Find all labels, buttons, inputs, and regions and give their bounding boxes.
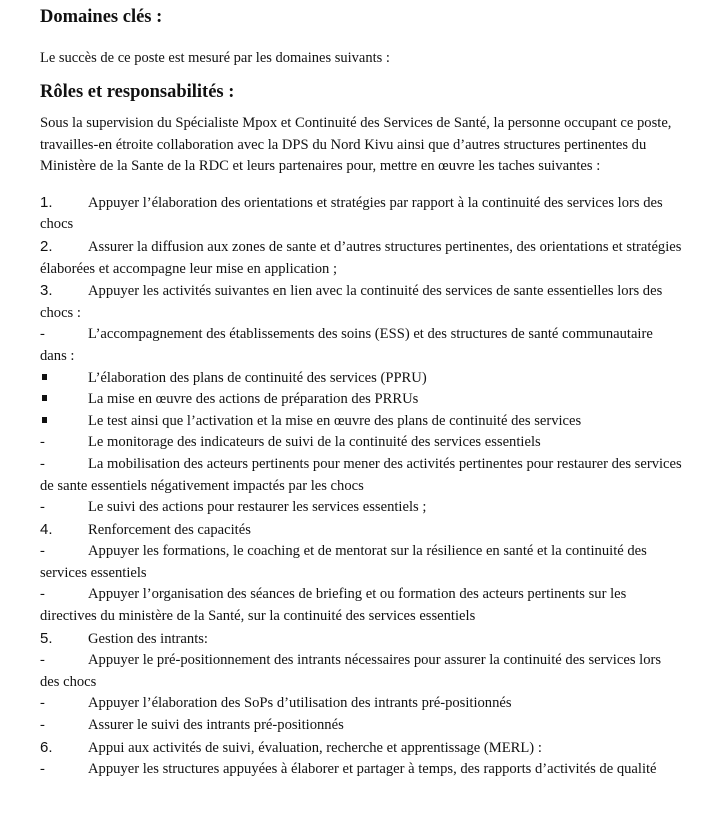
dash-marker: -: [40, 652, 45, 669]
dash-item: [40, 584, 683, 627]
intro-domaines: Le succès de ce poste est mesuré par les domaines suivants :: [40, 50, 390, 66]
item-text: Assurer la diffusion aux zones de sante et d’autres structures pertinentes, des orientations et stratégies élaborées et accompagne leur mise en application ;: [40, 238, 682, 277]
square-bullet-icon: [40, 389, 88, 411]
dash-marker: -: [40, 455, 45, 472]
item-text: L’élaboration des plans de continuité des services (PPRU): [88, 369, 427, 386]
item-text: Appuyer les formations, le coaching et de mentorat sur la résilience en santé et la continuité des services essentiels: [40, 543, 647, 581]
dash-item: [40, 541, 683, 584]
numbered-item: [40, 192, 683, 236]
item-text: Appuyer le pré-positionnement des intrants nécessaires pour assurer la continuité des services lors des chocs: [40, 652, 662, 690]
item-text: Appuyer l’élaboration des orientations et stratégies par rapport à la continuité des services lors des chocs: [40, 194, 663, 233]
item-text: Le suivi des actions pour restaurer les services essentiels ;: [88, 499, 427, 516]
dash-marker: -: [40, 695, 45, 712]
item-text: Appuyer les structures appuyées à élaborer et partager à temps, des rapports d’activités de qualité: [88, 761, 657, 778]
item-number: 2.: [40, 237, 53, 255]
item-number: 3.: [40, 282, 53, 300]
task-list: [40, 192, 683, 781]
square-bullet-icon: [40, 368, 88, 390]
item-number: 4.: [40, 520, 53, 538]
numbered-item: [40, 737, 683, 760]
numbered-item: [40, 236, 683, 280]
item-text: Appuyer l’organisation des séances de briefing et ou formation des acteurs pertinents sur les directives du ministère de la Santé, sur la continuité des services essentiels: [40, 586, 627, 625]
square-bullet-item: [40, 368, 683, 390]
square-bullet-icon: [40, 411, 88, 433]
dash-marker: -: [40, 499, 45, 516]
item-text: Appui aux activités de suivi, évaluation, recherche et apprentissage (MERL) :: [88, 739, 542, 756]
square-bullet-item: [40, 411, 683, 433]
square-bullet-icon: [42, 395, 47, 401]
dash-item: [40, 432, 683, 454]
dash-item: [40, 715, 683, 737]
item-text: La mobilisation des acteurs pertinents pour mener des activités pertinentes pour restaurer des services de sante essentiels négativement impactés par les chocs: [40, 455, 682, 494]
item-text: L’accompagnement des établissements des soins (ESS) et des structures de santé communautaire dans :: [40, 326, 653, 364]
dash-item: [40, 324, 683, 367]
square-bullet-item: [40, 389, 683, 411]
dash-item: [40, 650, 683, 693]
dash-item: [40, 454, 683, 497]
numbered-item: [40, 519, 683, 542]
dash-marker: -: [40, 434, 45, 451]
dash-marker: -: [40, 717, 45, 734]
dash-item: [40, 693, 683, 715]
dash-marker: -: [40, 543, 45, 560]
heading-domaines-cles: Domaines clés :: [40, 7, 163, 27]
item-text: Gestion des intrants:: [88, 630, 208, 647]
item-text: Renforcement des capacités: [88, 521, 251, 538]
dash-marker: -: [40, 761, 45, 778]
item-text: La mise en œuvre des actions de préparation des PRRUs: [88, 391, 419, 408]
square-bullet-icon: [42, 417, 47, 423]
item-text: Appuyer l’élaboration des SoPs d’utilisation des intrants pré-positionnés: [88, 695, 512, 712]
dash-item: [40, 497, 683, 519]
heading-roles-responsabilites: Rôles et responsabilités :: [40, 82, 235, 102]
supervision-paragraph: Sous la supervision du Spécialiste Mpox et Continuité des Services de Santé, la personne occupant ce poste, travailles-en étroite collaboration avec la DPS du Nord Kivu ainsi que d’autres structures pertinentes du Ministère de la Sante de la RDC et leurs partenaires pour, mettre en œuvre les taches suivantes :: [40, 115, 672, 175]
dash-item: [40, 759, 683, 781]
item-text: Le test ainsi que l’activation et la mise en œuvre des plans de continuité des services: [88, 412, 582, 429]
item-text: Assurer le suivi des intrants pré-positionnés: [88, 717, 344, 734]
square-bullet-icon: [42, 374, 47, 380]
item-number: 1.: [40, 193, 53, 211]
item-number: 5.: [40, 629, 53, 647]
item-text: Appuyer les activités suivantes en lien avec la continuité des services de sante essentielles lors des chocs :: [40, 283, 663, 321]
dash-marker: -: [40, 586, 45, 603]
numbered-item: [40, 280, 683, 324]
item-number: 6.: [40, 738, 53, 756]
item-text: Le monitorage des indicateurs de suivi de la continuité des services essentiels: [88, 434, 541, 451]
dash-marker: -: [40, 326, 45, 343]
numbered-item: [40, 628, 683, 651]
